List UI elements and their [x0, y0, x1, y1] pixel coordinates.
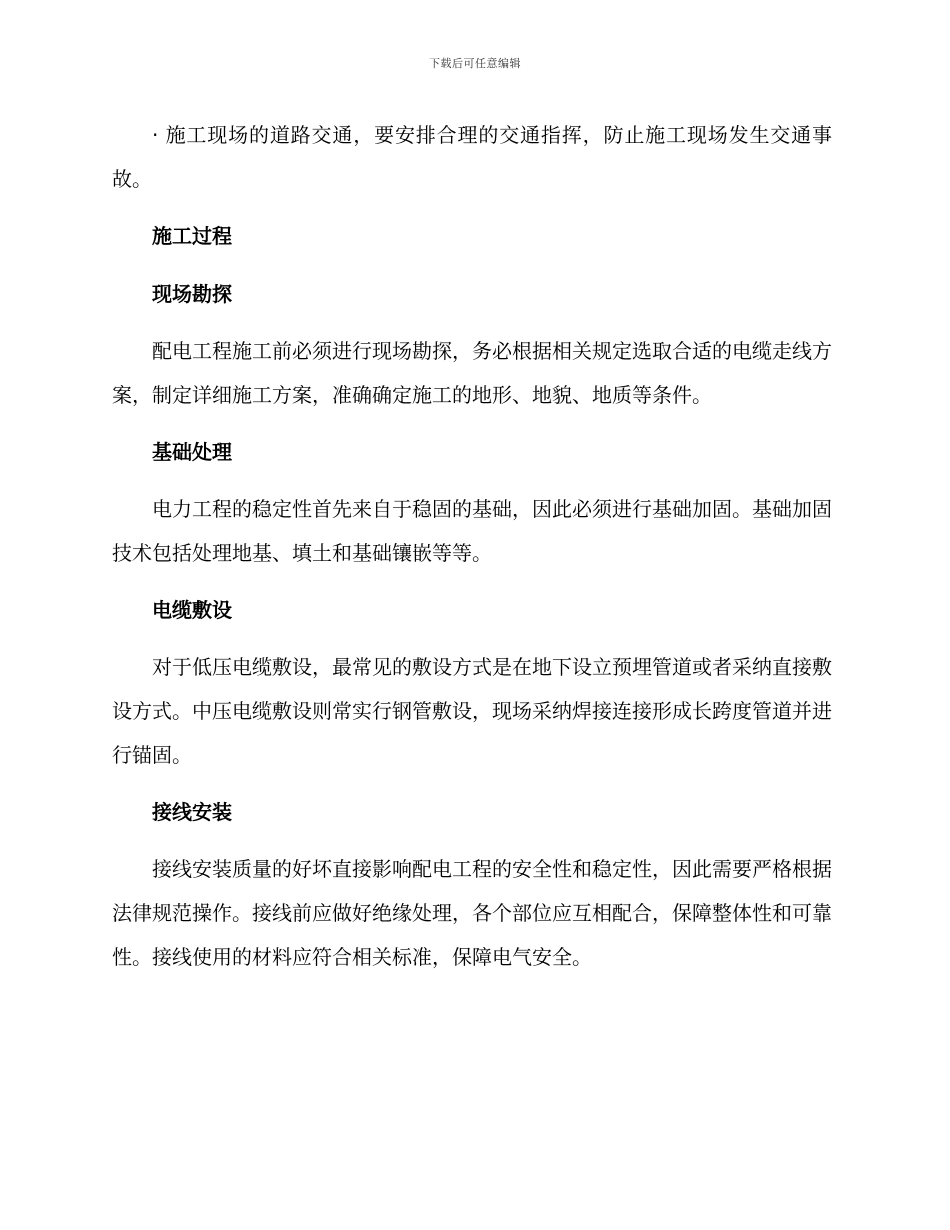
section-heading-cable-laying: 电缆敷设 — [152, 598, 232, 622]
section-heading-wiring-installation: 接线安装 — [152, 800, 232, 824]
section-heading-foundation: 基础处理 — [152, 440, 232, 464]
section-heading-construction-process: 施工过程 — [152, 224, 232, 248]
header-note: 下载后可任意编辑 — [429, 57, 521, 70]
section-heading-site-survey: 现场勘探 — [152, 282, 232, 306]
traffic-safety-paragraph: · 施工现场的道路交通，要安排合理的交通指挥，防止施工现场发生交通事故。 — [112, 123, 832, 191]
foundation-paragraph: 电力工程的稳定性首先来自于稳固的基础，因此必须进行基础加固。基础加固技术包括处理地基、填土和基础镶嵌等等。 — [112, 497, 832, 565]
wiring-installation-paragraph: 接线安装质量的好坏直接影响配电工程的安全性和稳定性，因此需要严格根据法律规范操作。接线前应做好绝缘处理，各个部位应互相配合，保障整体性和可靠性。接线使用的材料应符合相关标准，保障电气安全。 — [112, 857, 832, 969]
site-survey-paragraph: 配电工程施工前必须进行现场勘探，务必根据相关规定选取合适的电缆走线方案，制定详细施工方案，准确确定施工的地形、地貌、地质等条件。 — [112, 339, 832, 407]
cable-laying-paragraph: 对于低压电缆敷设，最常见的敷设方式是在地下设立预埋管道或者采纳直接敷设方式。中压电缆敷设则常实行钢管敷设，现场采纳焊接连接形成长跨度管道并进行锚固。 — [112, 655, 832, 767]
document-body — [112, 113, 832, 991]
